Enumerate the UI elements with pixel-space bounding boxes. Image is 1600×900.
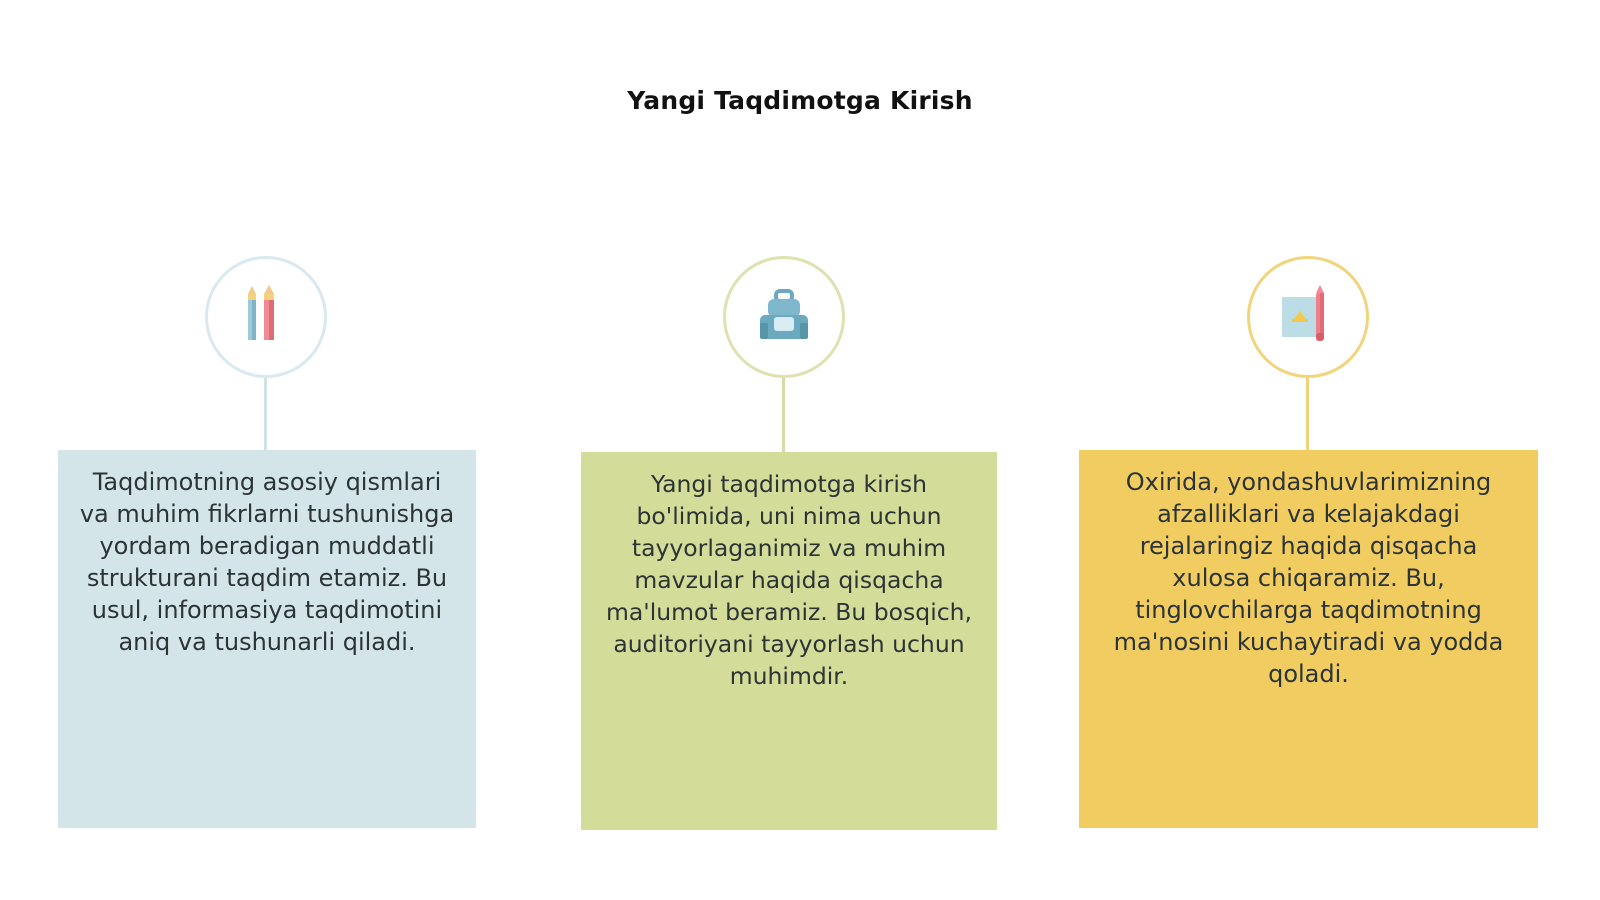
pencils-icon bbox=[236, 282, 296, 352]
connector-line-2 bbox=[782, 378, 785, 452]
connector-line-3 bbox=[1306, 378, 1309, 450]
card-text-3: Oxirida, yondashuvlarimizning afzalliklari va kelajakdagi rejalaringiz haqida qisqacha xulosa chiqaramiz. Bu, tinglovchilarga taqdimotning ma'nosini kuchaytiradi va yodda qoladi. bbox=[1113, 468, 1504, 688]
backpack-icon bbox=[752, 285, 816, 349]
slide-title: Yangi Taqdimotga Kirish bbox=[627, 86, 973, 115]
info-card-1 bbox=[58, 450, 476, 828]
connector-line-1 bbox=[264, 378, 267, 450]
icon-circle-2 bbox=[723, 256, 845, 378]
info-card-3 bbox=[1079, 450, 1538, 828]
card-text-1: Taqdimotning asosiy qismlari va muhim fikrlarni tushunishga yordam beradigan muddatli strukturani taqdim etamiz. Bu usul, informasiya taqdimotini aniq va tushunarli qiladi. bbox=[79, 468, 455, 656]
info-card-2 bbox=[581, 452, 997, 830]
drawing-pencil-icon bbox=[1276, 285, 1340, 349]
card-text-2: Yangi taqdimotga kirish bo'limida, uni nima uchun tayyorlaganimiz va muhim mavzular haqida qisqacha ma'lumot beramiz. Bu bosqich, auditoriyani tayyorlash uchun muhimdir. bbox=[605, 470, 973, 690]
icon-circle-3 bbox=[1247, 256, 1369, 378]
icon-circle-1 bbox=[205, 256, 327, 378]
